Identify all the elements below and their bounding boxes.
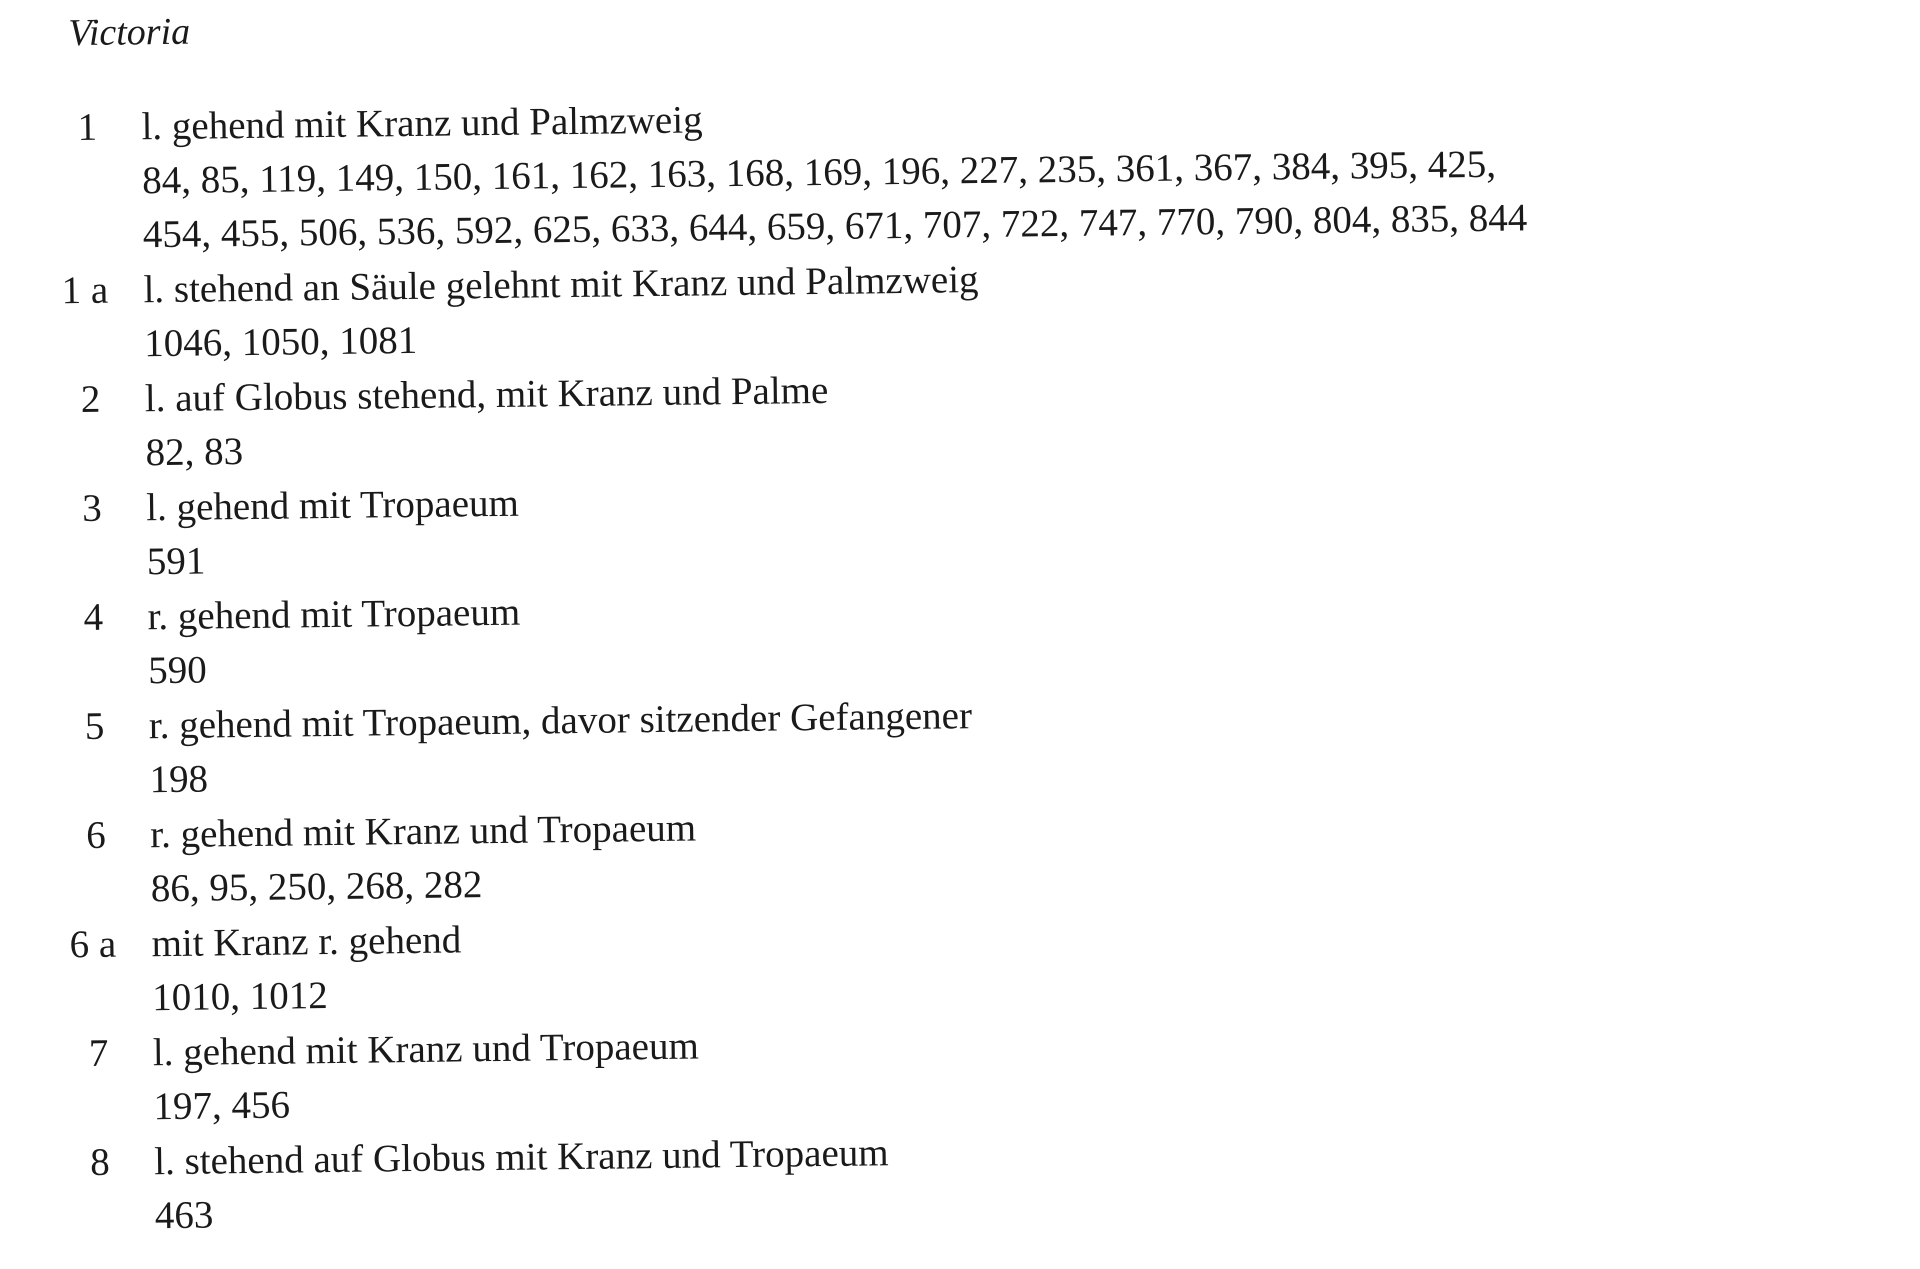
entry-body xyxy=(151,896,1890,1025)
entry-body xyxy=(153,1005,1892,1134)
entry-references: 198 xyxy=(149,757,209,802)
entry-description: mit Kranz r. gehend xyxy=(151,918,462,966)
entry-number: 3 xyxy=(81,486,102,531)
entry-number: 8 xyxy=(89,1140,110,1184)
entry-body xyxy=(149,678,1888,807)
entry-4 xyxy=(65,569,1886,699)
entry-description: l. auf Globus stehend, mit Kranz und Palme xyxy=(144,368,829,421)
entry-description: l. gehend mit Tropaeum xyxy=(145,481,520,530)
entry-number: 6 xyxy=(85,813,106,858)
entry-description: r. gehend mit Kranz und Tropaeum xyxy=(149,806,697,857)
entry-1 xyxy=(59,79,1881,263)
entry-description: r. gehend mit Tropaeum, davor sitzender Gefangener xyxy=(148,694,973,748)
entry-7 xyxy=(71,1005,1892,1135)
entry-references: 1046, 1050, 1081 xyxy=(143,318,418,366)
entry-description: l. gehend mit Kranz und Tropaeum xyxy=(152,1024,700,1075)
entry-body xyxy=(154,1114,1893,1243)
entry-1a xyxy=(61,242,1882,372)
entry-references: 463 xyxy=(154,1193,214,1238)
entry-body xyxy=(141,79,1881,262)
entry-number: 4 xyxy=(83,595,104,640)
entry-number: 1 xyxy=(77,105,98,150)
entry-references xyxy=(142,133,1881,262)
entry-6 xyxy=(68,787,1889,917)
section-heading: Victoria xyxy=(68,10,191,55)
entry-body xyxy=(146,460,1885,589)
entry-references-line-1: 84, 85, 119, 149, 150, 161, 162, 163, 168, 169, 196, 227, 235, 361, 367, 384, 395, 425, xyxy=(141,142,1497,203)
entry-body xyxy=(145,351,1884,480)
entry-references-line-2: 454, 455, 506, 536, 592, 625, 633, 644, 659, 671, 707, 722, 747, 770, 790, 804, 835, 844 xyxy=(142,196,1528,257)
entry-description: l. gehend mit Kranz und Palmzweig xyxy=(141,98,703,149)
entry-description: r. gehend mit Tropaeum xyxy=(147,590,521,639)
entry-references: 591 xyxy=(146,539,206,584)
entry-2 xyxy=(63,351,1884,481)
entry-number: 7 xyxy=(88,1031,109,1075)
entry-list xyxy=(59,79,1893,1245)
entry-references: 86, 95, 250, 268, 282 xyxy=(150,863,483,911)
entry-number: 5 xyxy=(84,704,105,749)
entry-8 xyxy=(72,1114,1893,1244)
entry-3 xyxy=(64,460,1885,590)
entry-body xyxy=(147,569,1886,698)
entry-number: 2 xyxy=(80,377,101,422)
entry-description: l. stehend auf Globus mit Kranz und Tropaeum xyxy=(153,1131,889,1184)
entry-references: 590 xyxy=(147,648,207,693)
entry-number: 1 a xyxy=(61,268,109,313)
entry-body xyxy=(143,242,1882,371)
entry-5 xyxy=(67,678,1888,808)
entry-body xyxy=(150,787,1889,916)
entry-description: l. stehend an Säule gelehnt mit Kranz und Palmzweig xyxy=(143,258,979,312)
entry-number: 6 a xyxy=(69,922,117,967)
entry-references: 82, 83 xyxy=(145,430,244,475)
entry-references: 1010, 1012 xyxy=(151,974,328,1020)
entry-6a xyxy=(69,896,1890,1026)
entry-references: 197, 456 xyxy=(153,1083,291,1129)
